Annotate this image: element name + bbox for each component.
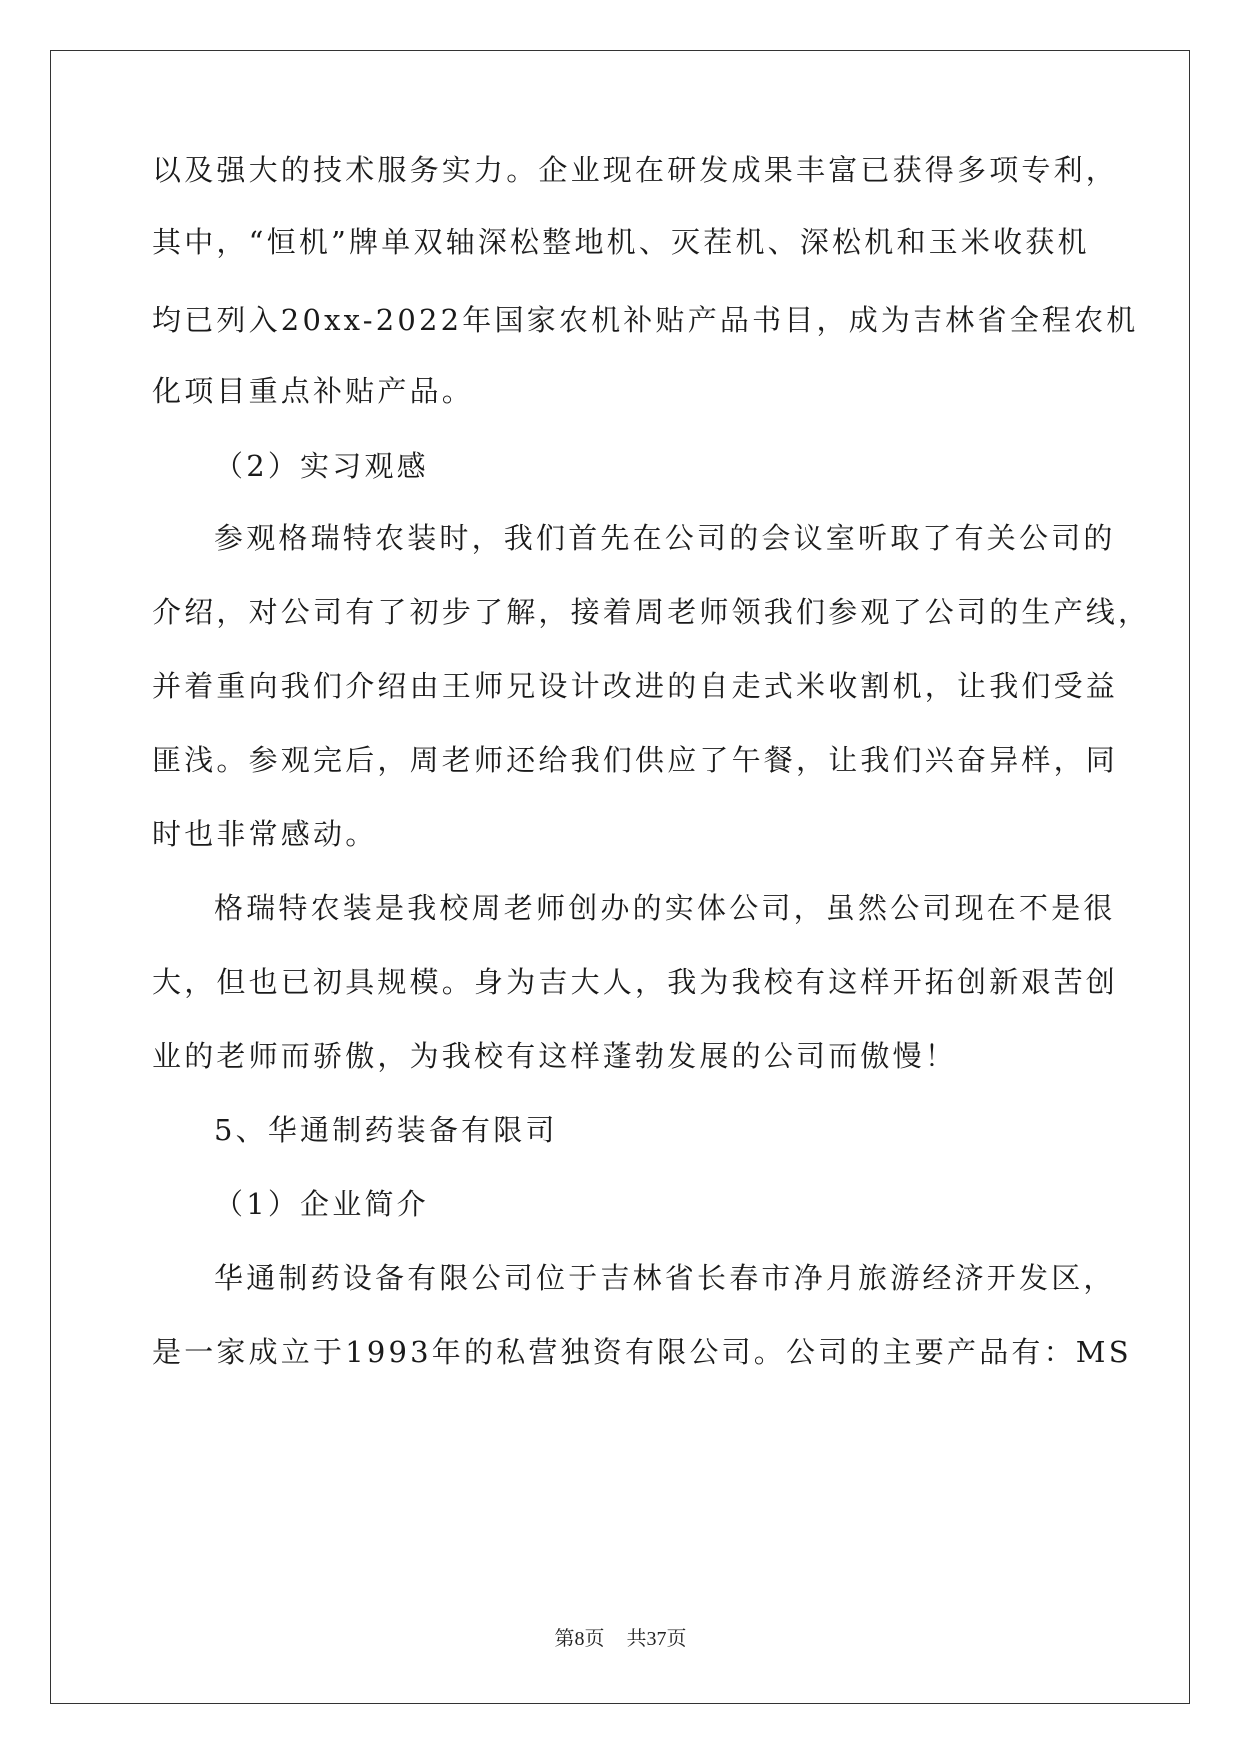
section-heading: （2）实习观感 [214, 449, 429, 483]
text-line: 业的老师而骄傲，为我校有这样蓬勃发展的公司而傲慢！ [152, 1039, 958, 1073]
page-footer [0, 1622, 1241, 1651]
section-heading: （1）企业简介 [214, 1187, 429, 1221]
text-line: 化项目重点补贴产品。 [152, 374, 475, 408]
text-line: 格瑞特农装是我校周老师创办的实体公司，虽然公司现在不是很 [214, 891, 1116, 925]
page-border [50, 50, 1190, 1704]
text-line: 参观格瑞特农装时，我们首先在公司的会议室听取了有关公司的 [214, 521, 1116, 555]
page-number: 第8页 [554, 1628, 605, 1650]
text-line: 并着重向我们介绍由王师兄设计改进的自走式米收割机，让我们受益 [152, 669, 1119, 703]
text-line: 时也非常感动。 [152, 817, 378, 851]
text-line: 其中，“恒机”牌单双轴深松整地机、灭茬机、深松机和玉米收获机 [152, 225, 1090, 259]
text-line: 是一家成立于1993年的私营独资有限公司。公司的主要产品有：MS [152, 1335, 1132, 1369]
text-line: 介绍，对公司有了初步了解，接着周老师领我们参观了公司的生产线， [152, 595, 1151, 629]
section-heading: 5、华通制药装备有限司 [214, 1113, 558, 1147]
text-line: 华通制药设备有限公司位于吉林省长春市净月旅游经济开发区， [214, 1261, 1116, 1295]
text-line: 大，但也已初具规模。身为吉大人，我为我校有这样开拓创新艰苦创 [152, 965, 1119, 999]
text-line: 以及强大的技术服务实力。企业现在研发成果丰富已获得多项专利， [152, 153, 1119, 187]
text-line: 均已列入20xx-2022年国家农机补贴产品书目，成为吉林省全程农机 [152, 303, 1139, 337]
page-total: 共37页 [626, 1628, 687, 1650]
text-line: 匪浅。参观完后，周老师还给我们供应了午餐，让我们兴奋异样，同 [152, 743, 1119, 777]
